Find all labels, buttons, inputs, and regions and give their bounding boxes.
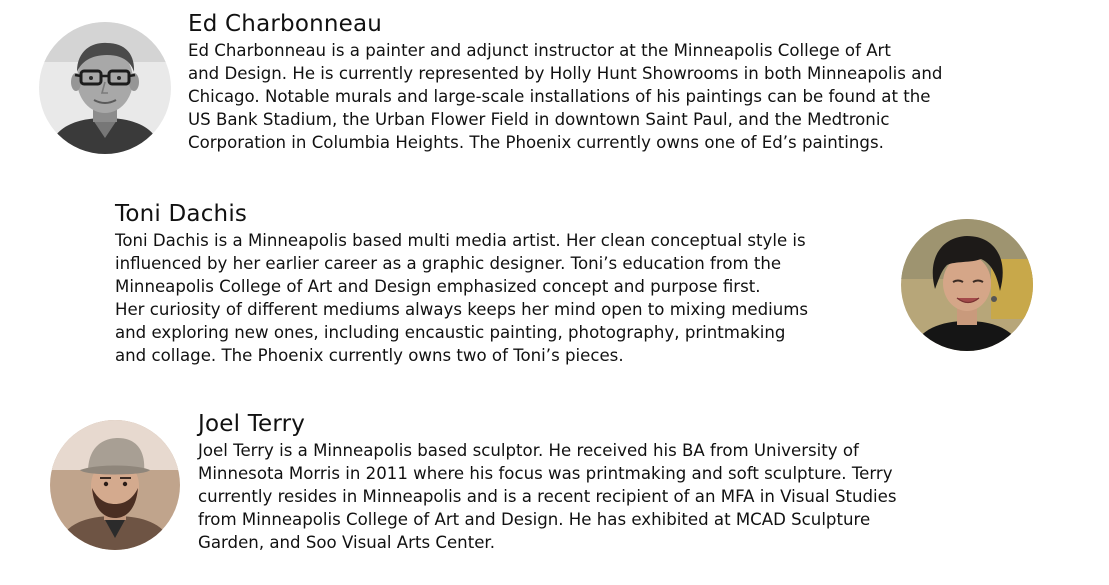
artist-bio-text [115,229,808,367]
bio-line: Corporation in Columbia Heights. The Phoenix currently owns one of Ed’s paintings. [188,133,884,152]
artist-bio-text [188,39,942,154]
bio-line: Chicago. Notable murals and large-scale installations of his paintings can be found at the [188,87,931,106]
portrait-photo [39,22,171,154]
bio-line: and collage. The Phoenix currently owns two of Toni’s pieces. [115,346,624,365]
bio-line: Garden, and Soo Visual Arts Center. [198,533,495,552]
portrait-photo [901,219,1033,351]
bio-line: Her curiosity of different mediums always keeps her mind open to mixing mediums [115,300,809,319]
bio-line: from Minneapolis College of Art and Design. He has exhibited at MCAD Sculpture [198,510,871,529]
bio-line: Joel Terry is a Minneapolis based sculptor. He received his BA from University of [198,441,859,460]
bio-line: and Design. He is currently represented by Holly Hunt Showrooms in both Minneapolis and [188,64,943,83]
artist-bio-text [198,439,897,554]
bio-line: Ed Charbonneau is a painter and adjunct instructor at the Minneapolis College of Art [188,41,891,60]
portrait-joel-terry [50,420,180,550]
bio-line: influenced by her earlier career as a graphic designer. Toni’s education from the [115,254,782,273]
portrait-ed-charbonneau [39,22,171,154]
artist-bio-joel-terry [198,409,897,554]
portrait-photo [50,420,180,550]
artist-name: Joel Terry [198,411,306,437]
portrait-toni-dachis [901,219,1033,351]
artist-bio-toni-dachis [115,199,808,367]
bio-line: Minnesota Morris in 2011 where his focus was printmaking and soft sculpture. Terry [198,464,893,483]
bio-line: Minneapolis College of Art and Design emphasized concept and purpose first. [115,277,761,296]
bio-line: currently resides in Minneapolis and is a recent recipient of an MFA in Visual Studies [198,487,897,506]
artist-name: Ed Charbonneau [188,11,383,37]
artist-name: Toni Dachis [115,201,248,227]
artist-bio-ed-charbonneau [188,9,942,154]
bio-line: Toni Dachis is a Minneapolis based multi media artist. Her clean conceptual style is [115,231,806,250]
bio-line: and exploring new ones, including encaustic painting, photography, printmaking [115,323,786,342]
bio-line: US Bank Stadium, the Urban Flower Field in downtown Saint Paul, and the Medtronic [188,110,890,129]
